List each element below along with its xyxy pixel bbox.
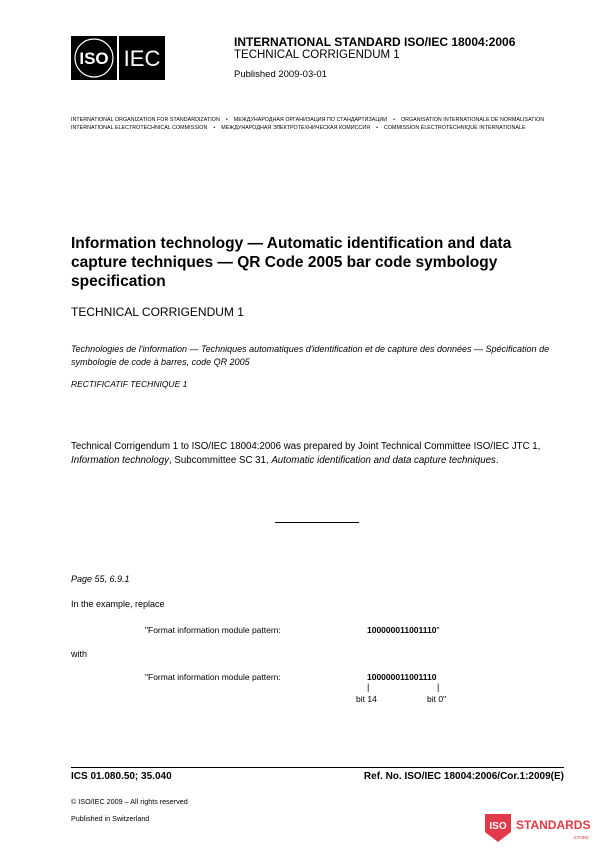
with-label: with xyxy=(71,649,88,659)
footer-rule xyxy=(71,767,564,768)
standard-subtitle: TECHNICAL CORRIGENDUM 1 xyxy=(234,49,400,61)
ics-codes: ICS 01.080.50; 35.040 xyxy=(71,771,172,782)
correction-instruction: In the example, replace xyxy=(71,599,165,609)
preparation-statement: Technical Corrigendum 1 to ISO/IEC 18004:2006 was prepared by Joint Technical Committee ISO/IEC JTC 1, Information technology, Subcommittee SC 31, Automatic identification and data capture techniques. xyxy=(71,441,541,466)
standard-title: INTERNATIONAL STANDARD ISO/IEC 18004:2006 xyxy=(234,35,516,49)
bit14-marker: | xyxy=(367,682,370,692)
iso-iec-logo xyxy=(71,36,165,80)
svg-text:ISO: ISO xyxy=(79,49,109,68)
published-date: Published 2009-03-01 xyxy=(234,69,327,80)
svg-text:IEC: IEC xyxy=(123,46,161,71)
corrigendum-label: TECHNICAL CORRIGENDUM 1 xyxy=(71,305,244,319)
french-corrigendum-label: RECTIFICATIF TECHNIQUE 1 xyxy=(71,379,188,389)
svg-text:STORE: STORE xyxy=(573,835,589,840)
svg-text:STANDARDS: STANDARDS xyxy=(516,818,591,832)
separator-rule xyxy=(275,522,359,523)
bit14-label: bit 14 xyxy=(356,694,377,704)
new-pattern-value: 100000011001110 xyxy=(367,672,437,682)
iso-standards-store-badge xyxy=(483,810,595,844)
old-pattern-value: 100000011001110" xyxy=(367,625,440,635)
bit0-marker: | xyxy=(437,682,440,692)
old-pattern-label: "Format information module pattern: xyxy=(145,625,281,635)
correction-location: Page 55, 6.9.1 xyxy=(71,574,130,584)
org-line-2: INTERNATIONAL ELECTROTECHNICAL COMMISSION • МЕЖДУНАРОДНАЯ ЭЛЕКТРОТЕХНИЧЕСКАЯ КОМИССИЯ • COMMISSION ÉLECTROTECHNIQUE INTERNATIONALE xyxy=(71,125,526,131)
new-pattern-label: "Format information module pattern: xyxy=(145,672,281,682)
reference-number: Ref. No. ISO/IEC 18004:2006/Cor.1:2009(E) xyxy=(363,771,564,782)
org-line-1: INTERNATIONAL ORGANIZATION FOR STANDARDIZATION • МЕЖДУНАРОДНАЯ ОРГАНИЗАЦИЯ ПО СТАНДАРТИЗАЦИИ • ORGANISATION INTERNATIONALE DE NORMALISATION xyxy=(71,117,545,123)
bit0-label: bit 0" xyxy=(427,694,447,704)
svg-text:ISO: ISO xyxy=(489,821,507,832)
document-title: Information technology — Automatic identification and data capture techniques — QR Code 2005 bar code symbology specification xyxy=(71,235,512,290)
copyright-notice: © ISO/IEC 2009 – All rights reserved xyxy=(71,797,188,806)
french-title: Technologies de l'information — Techniques automatiques d'identification et de capture des données — Spécification de symbologie de code à barres, code QR 2005 xyxy=(71,344,550,367)
published-in: Published in Switzerland xyxy=(71,814,150,823)
